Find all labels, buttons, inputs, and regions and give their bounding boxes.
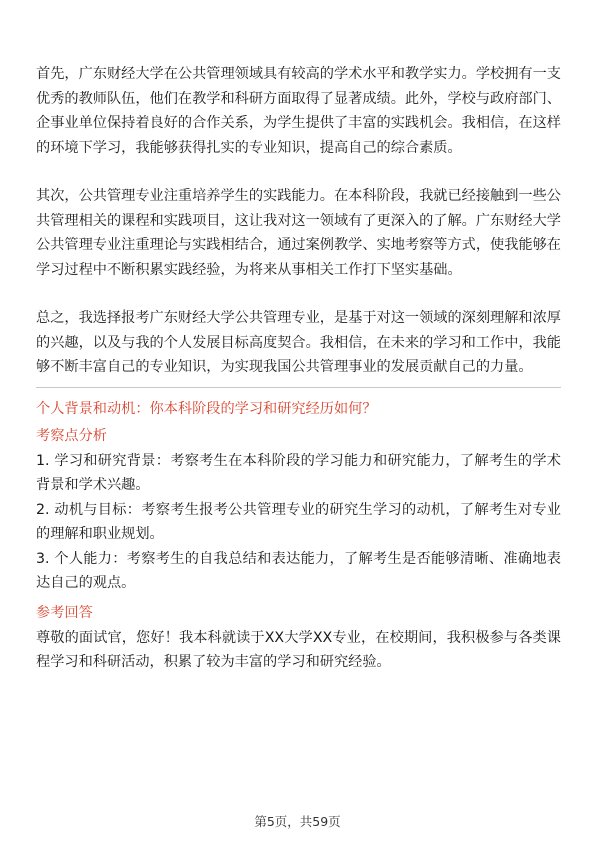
analysis-item-3: 3. 个人能力：考察考生的自我总结和表达能力，了解考生是否能够清晰、准确地表达自己的观点。 bbox=[36, 550, 561, 591]
reference-label: 参考回答 bbox=[36, 604, 93, 621]
paragraph-2: 其次，公共管理专业注重培养学生的实践能力。在本科阶段，我就已经接触到一些公共管理相关的课程和实践项目，这让我对这一领域有了更深入的了解。广东财经大学公共管理专业注重理论与实践相结合，通过案例教学、实地考察等方式，使我能够在学习过程中不断积累实践经验，为将来从事相关工作打下坚实基础。 bbox=[36, 188, 561, 278]
paragraph-1: 首先，广东财经大学在公共管理领域具有较高的学术水平和教学实力。学校拥有一支优秀的教师队伍，他们在教学和科研方面取得了显著成绩。此外，学校与政府部门、企事业单位保持着良好的合作关系，为学生提供了丰富的实践机会。我相信，在这样的环境下学习，我能够获得扎实的专业知识，提高自己的综合素质。 bbox=[36, 66, 561, 156]
reference-answer: 尊敬的面试官，您好！我本科就读于XX大学XX专业，在校期间，我积极参与各类课程学习和科研活动，积累了较为丰富的学习和研究经验。 bbox=[36, 629, 561, 670]
document-body bbox=[36, 62, 561, 675]
paragraph-3: 总之，我选择报考广东财经大学公共管理专业，是基于对这一领域的深刻理解和浓厚的兴趣，以及与我的个人发展目标高度契合。我相信，在未来的学习和工作中，我能够不断丰富自己的专业知识，为实现我国公共管理事业的发展贡献自己的力量。 bbox=[36, 310, 561, 375]
analysis-item-1: 1. 学习和研究背景：考察考生在本科阶段的学习能力和研究能力，了解考生的学术背景和学术兴趣。 bbox=[36, 452, 561, 493]
analysis-item-2: 2. 动机与目标：考察考生报考公共管理专业的研究生学习的动机，了解考生对专业的理解和职业规划。 bbox=[36, 501, 561, 542]
question-heading: 个人背景和动机：你本科阶段的学习和研究经历如何？ bbox=[36, 400, 377, 417]
page-number: 第5页，共59页 bbox=[254, 814, 341, 829]
paragraph-gap bbox=[36, 160, 561, 184]
paragraph-gap bbox=[36, 282, 561, 306]
section-divider bbox=[36, 387, 561, 388]
analysis-label: 考察点分析 bbox=[36, 427, 107, 444]
